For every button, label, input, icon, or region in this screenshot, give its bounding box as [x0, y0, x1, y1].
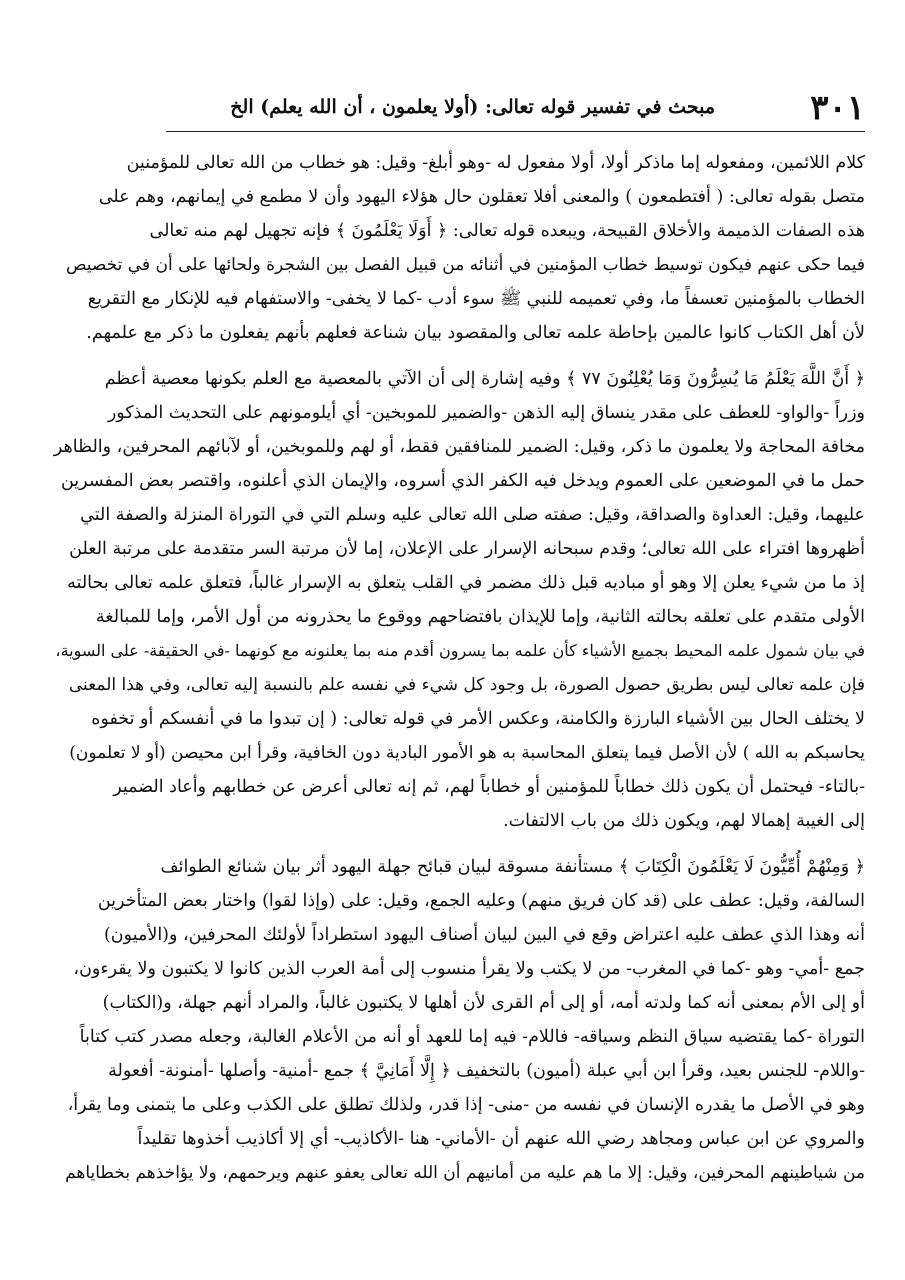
paragraph-gap	[52, 350, 865, 362]
paragraph	[52, 850, 865, 1190]
text-line: التوراة -كما يقتضيه سياق النظم وسياقه- فاللام- فيه إما للعهد أو أنه من الأعلام الغالبة، وجعله مصدر كتب كتاباً	[79, 1027, 865, 1047]
text-line: فيما حكى عنهم فيكون توسيط خطاب المؤمنين في أثنائه من قبيل الفصل بين الشجرة ولحائها على أن في تخصيص	[65, 255, 865, 275]
running-title: مبحث في تفسير قوله تعالى: (أولا يعلمون ، أن الله يعلم) الخ	[230, 96, 715, 118]
text-line: يحاسبكم به الله ) لأن الأصل فيما يتعلق المحاسبة به هو الأمور البادية دون الخافية، وقرأ ابن محيصن (أو لا تعلمون)	[69, 743, 865, 763]
text-line: من شياطينهم المحرفين، وقيل: إلا ما هم عليه من أمانيهم أن الله تعالى يعفو عنهم ويرحمهم، ولا يؤاخذهم بخطاياهم	[65, 1163, 865, 1183]
text-line: في بيان شمول علمه المحيط بجميع الأشياء كأن علمه بما يسرون أقدم منه بما يعلنونه مع كونهما -في الحقيقة- على السوية،	[55, 641, 865, 660]
text-line: أظهروها افتراء على الله تعالى؛ وقدم سبحانه الإسرار على الإعلان، إما لأن مرتبة السر متقدمة على مرتبة العلن	[69, 539, 865, 559]
text-line: إلى الغيبة إهمالا لهم، ويكون ذلك من باب الالتفات.	[503, 811, 865, 831]
text-line: والمروي عن ابن عباس ومجاهد رضي الله عنهم أن -الأماني- هنا -الأكاذيب- أي إلا أكاذيب أخذوها تقليداً	[137, 1129, 865, 1149]
page-number: ٣٠١	[810, 88, 865, 128]
page-body	[52, 146, 865, 1190]
text-line: عليهما، وقيل: العداوة والصداقة، وقيل: صفته صلى الله تعالى عليه وسلم التي في التوراة المنزلة والصفة التي	[80, 505, 865, 525]
paragraph	[52, 362, 865, 838]
text-line: الخطاب بالمؤمنين تعسفاً ما، وفي تعميمه للنبي ﷺ سوء أدب -كما لا يخفى- والاستفهام فيه للإنكار مع التقريع	[87, 289, 865, 309]
text-line: وزراً -والواو- للعطف على مقدر ينساق إليه الذهن -والضمير للموبخين- أي أيلومونهم على التحديث المذكور	[107, 403, 865, 423]
text-line: فإن علمه تعالى ليس بطريق حصول الصورة، بل وجود كل شيء في نفسه علم بالنسبة إليه تعالى، وفي هذا المعنى	[68, 675, 865, 695]
text-line: -بالتاء- فيحتمل أن يكون ذلك خطاباً للمؤمنين أو خطاباً لهم، ثم إنه تعالى أعرض عن خطابهم وأعاد الضمير	[113, 777, 865, 797]
text-line: السالفة، وقيل: عطف على (قد كان فريق منهم) وعليه الجمع، وقيل: على (وإذا لقوا) واختار بعض المتأخرين	[97, 891, 865, 911]
text-line: هذه الصفات الذميمة والأخلاق القبيحة، ويبعده قوله تعالى: ﴿ أَوَلَا يَعْلَمُونَ ﴾ فإنه تجهيل لهم منه تعالى	[149, 221, 865, 241]
text-line: لا يختلف الحال بين الأشياء البارزة والكامنة، وعكس الأمر في قوله تعالى: ( إن تبدوا ما في أنفسكم أو تخفوه	[91, 709, 865, 729]
page-header	[166, 86, 865, 132]
text-line: لأن أهل الكتاب كانوا عالمين بإحاطة علمه تعالى والمقصود بيان شناعة فعلهم بأنهم يفعلون ما ذكر مع علمهم.	[86, 323, 865, 343]
text-line: ﴿ أَنَّ اللَّهَ يَعْلَمُ مَا يُسِرُّونَ وَمَا يُعْلِنُونَ ٧٧ ﴾ وفيه إشارة إلى أن الآتي بالمعصية مع العلم بكونها معصية أعظم	[104, 369, 865, 389]
text-line: أنه وهذا الذي عطف عليه اعتراض وقع في البين لبيان أصناف اليهود استطراداً لأولئك المحرفين، و(الأميون)	[103, 925, 865, 945]
text-line: كلام اللائمين، ومفعوله إما ماذكر أولا، أولا مفعول له -وهو أبلغ- وقيل: هو خطاب من الله تعالى للمؤمنين	[126, 153, 865, 173]
text-line: -واللام- للجنس بعيد، وقرأ ابن أبي عبلة (أميون) بالتخفيف ﴿ إِلَّا أَمَانِيَّ ﴾ جمع -أمنية- وأصلها -أمنونة- أفعولة	[108, 1061, 865, 1081]
text-line: جمع -أمي- وهو -كما في المغرب- من لا يكتب ولا يقرأ منسوب إلى أمة العرب الذين كانوا لا يكتبون ولا يقرءون،	[73, 959, 865, 979]
text-line: حمل ما في الموضعين على العموم ويدخل فيه الكفر الذي أسروه، والإيمان الذي أعلنوه، واقتصر بعض المفسرين	[60, 471, 865, 491]
text-line: مخافة المحاجة ولا يعلمون ما ذكر، وقيل: الضمير للمنافقين فقط، أو لهم وللموبخين، أو لآبائهم المحرفين، والظاهر	[53, 437, 865, 457]
text-line: متصل بقوله تعالى: ( أفتطمعون ) والمعنى أفلا تعقلون حال هؤلاء اليهود وأن لا مطمع في إيمانهم، وهم على	[98, 187, 865, 207]
paragraph	[52, 146, 865, 350]
text-line: الأولى متقدم على تعلقه بحالته الثانية، وإما للإيذان بافتضاحهم ووقوع ما يحذرونه من أول الأمر، وإما للمبالغة	[95, 607, 865, 627]
text-line: ﴿ وَمِنْهُمْ أُمِّيُّونَ لَا يَعْلَمُونَ الْكِتَابَ ﴾ مستأنفة مسوقة لبيان قبائح جهلة اليهود أثر بيان شنائع الطوائف	[160, 857, 865, 877]
text-line: وهو في الأصل ما يقدره الإنسان في نفسه من -منى- إذا قدر، ولذلك تطلق على الكذب وعلى ما يتمنى وما يقرأ،	[67, 1095, 865, 1115]
paragraph-gap	[52, 838, 865, 850]
text-line: أو إلى الأم بمعنى أنه كما ولدته أمه، أو إلى أم القرى لأن أهلها لا يكتبون غالباً، والمراد أنهم جهلة، و(الكتاب)	[102, 993, 865, 1013]
text-line: إذ ما من شيء يعلن إلا وهو أو مباديه قبل ذلك مضمر في القلب يتعلق به الإسرار غالباً، فتعلق علمه تعالى بحالته	[67, 573, 865, 593]
header-rule	[166, 131, 865, 132]
